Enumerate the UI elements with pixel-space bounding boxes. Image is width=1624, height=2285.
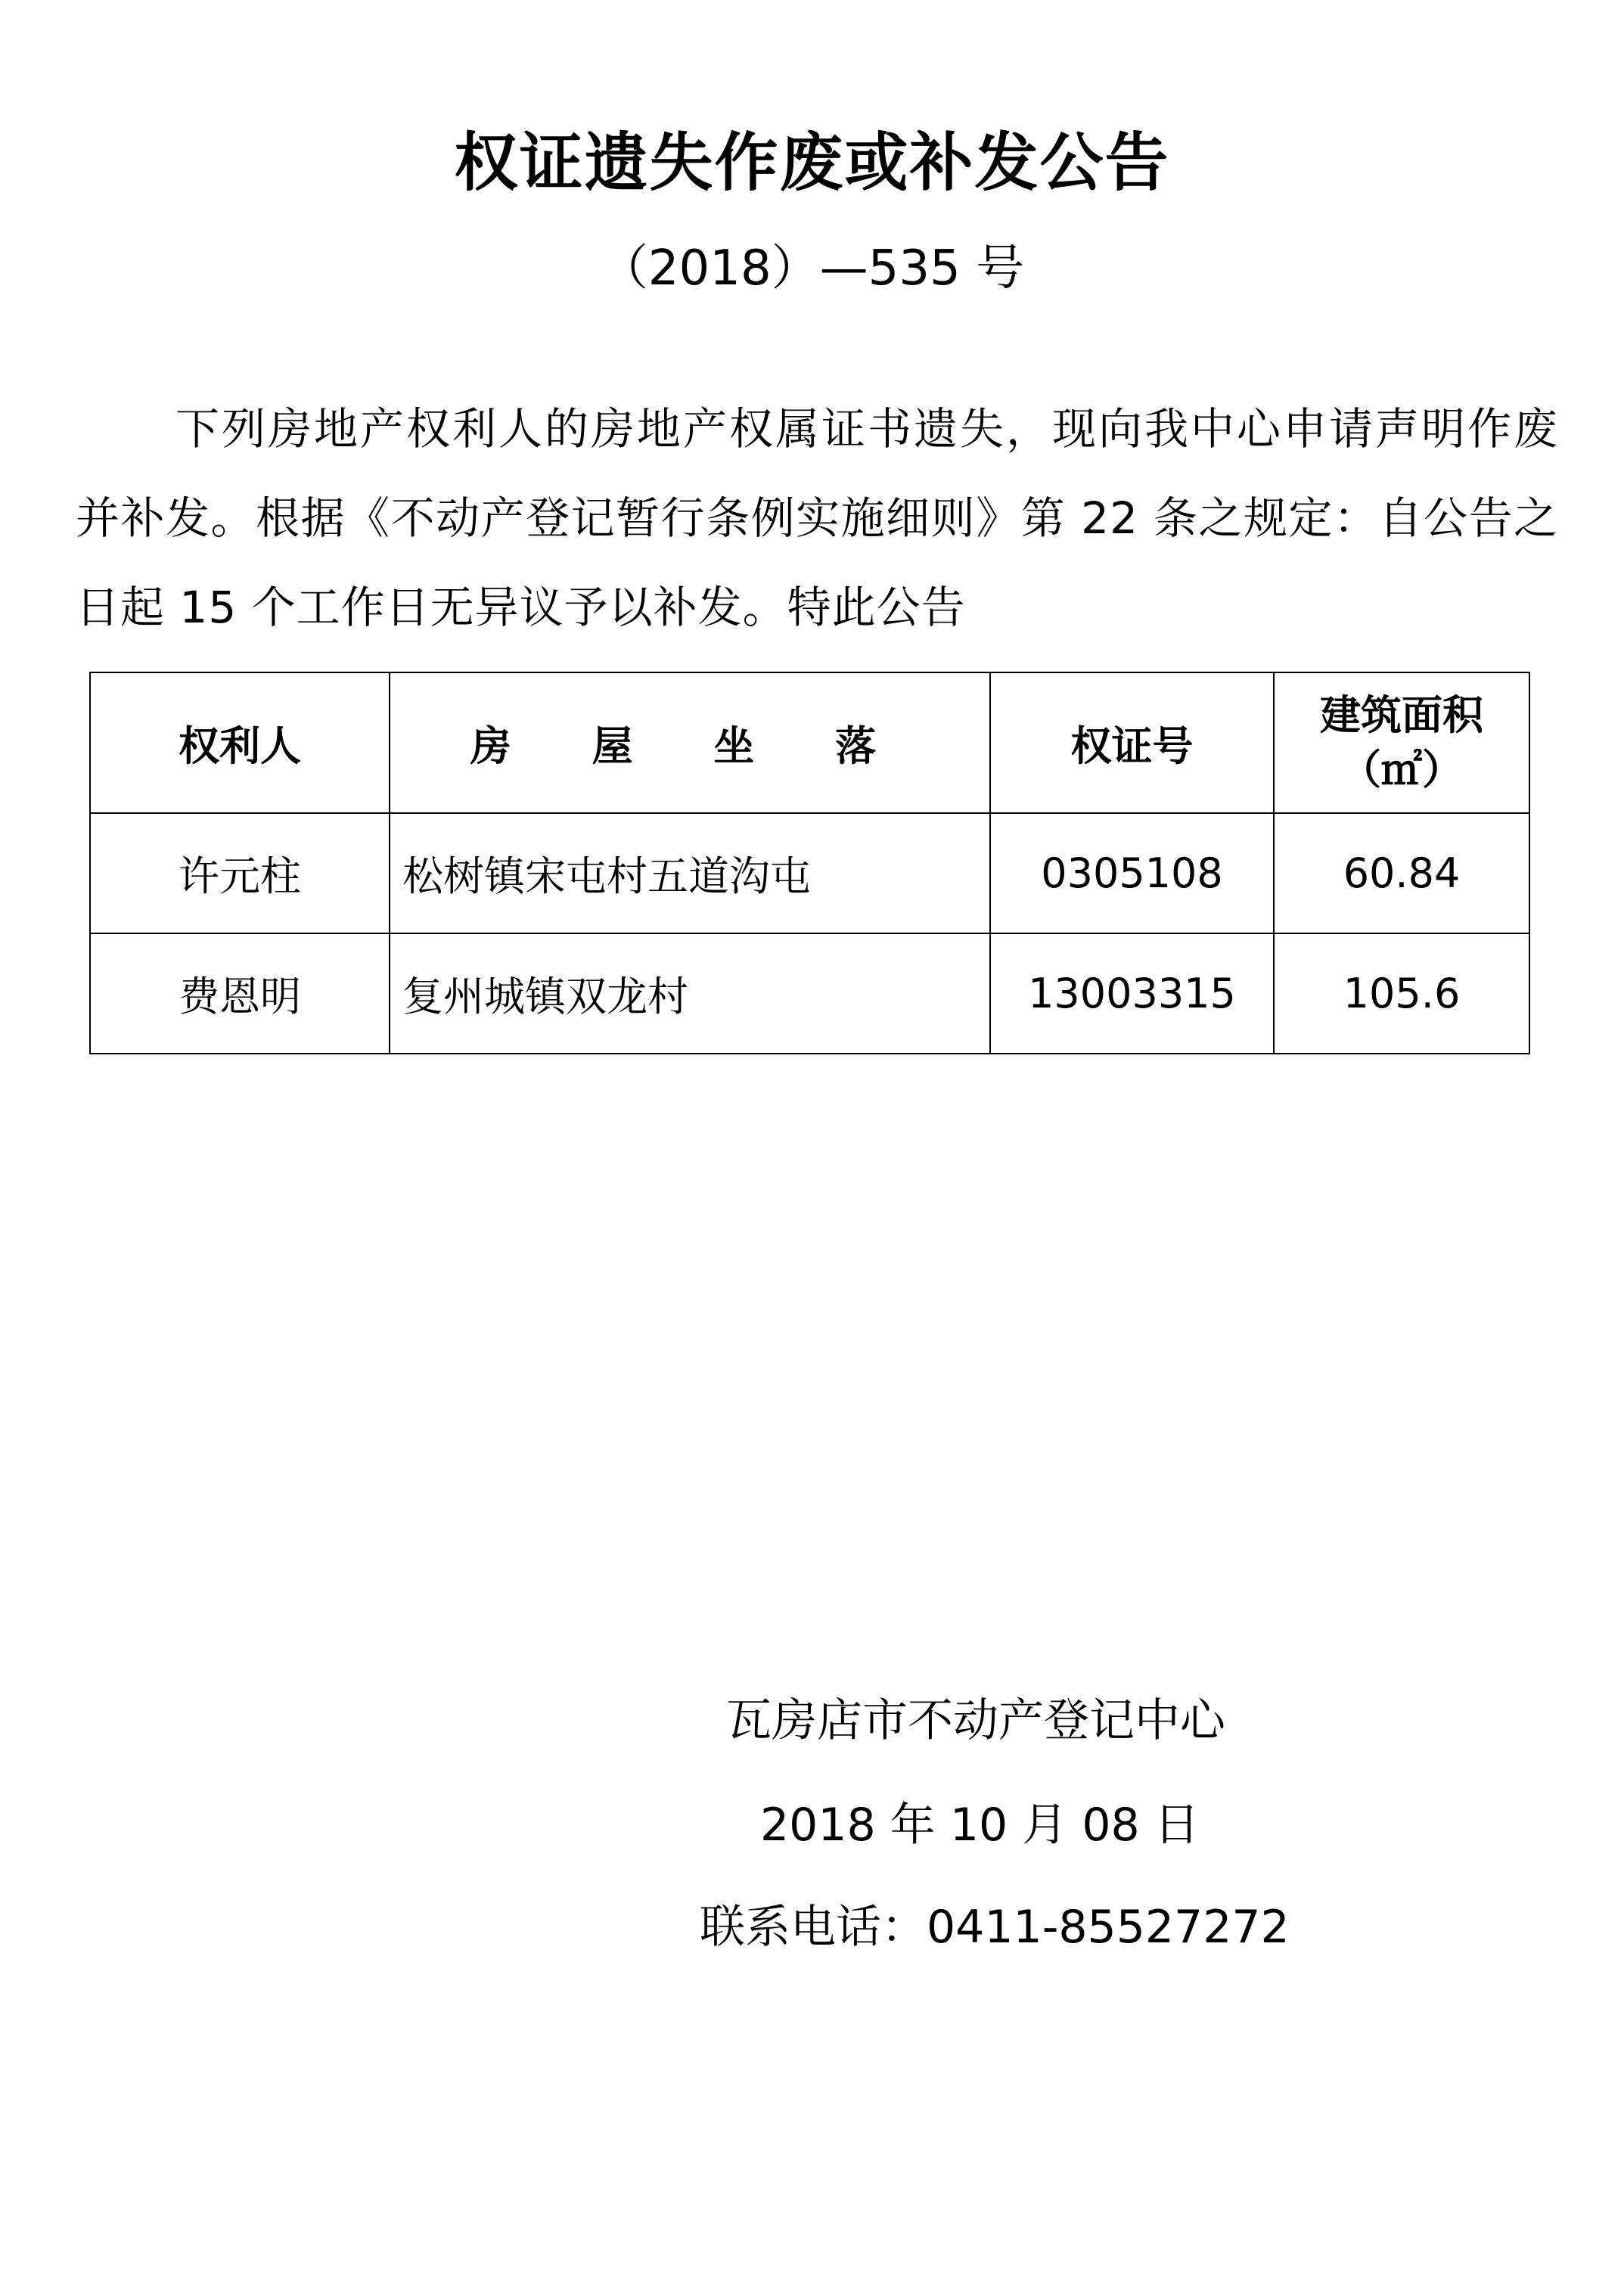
table-row [90,813,1529,933]
header-area-label: 建筑面积 [1320,691,1483,739]
table-row [90,933,1529,1054]
cell-holder: 许元柱 [90,813,390,933]
records-table [89,672,1530,1054]
header-holder: 权利人 [90,672,390,813]
issue-date: 2018 年 10 月 08 日 [760,1799,1200,1852]
header-cert-no: 权证号 [990,672,1274,813]
cell-cert-no: 13003315 [990,933,1274,1054]
issuing-organization: 瓦房店市不动产登记中心 [726,1694,1225,1747]
notice-body: 下列房地产权利人的房地产权属证书遗失，现向我中心申请声明作废并补发。根据《不动产登记暂行条例实施细则》第 22 条之规定：自公告之日起 15 个工作日无异议予以补发。特此公告 [76,403,1558,633]
notice-number: （2018）—535 号 [599,241,1025,296]
cell-location: 松树镇宋屯村五道沟屯 [390,813,990,933]
header-area [1274,672,1529,813]
cell-location: 复州城镇双龙村 [390,933,990,1054]
cell-cert-no: 0305108 [990,813,1274,933]
notice-title: 权证遗失作废或补发公告 [454,126,1170,200]
contact-phone: 联系电话：0411-85527272 [700,1901,1290,1954]
header-area-unit: （㎡） [1340,746,1463,793]
header-location: 房 屋 坐 落 [390,672,990,813]
cell-area: 60.84 [1274,813,1529,933]
cell-holder: 费恩明 [90,933,390,1054]
table-header-row [90,672,1529,813]
cell-area: 105.6 [1274,933,1529,1054]
